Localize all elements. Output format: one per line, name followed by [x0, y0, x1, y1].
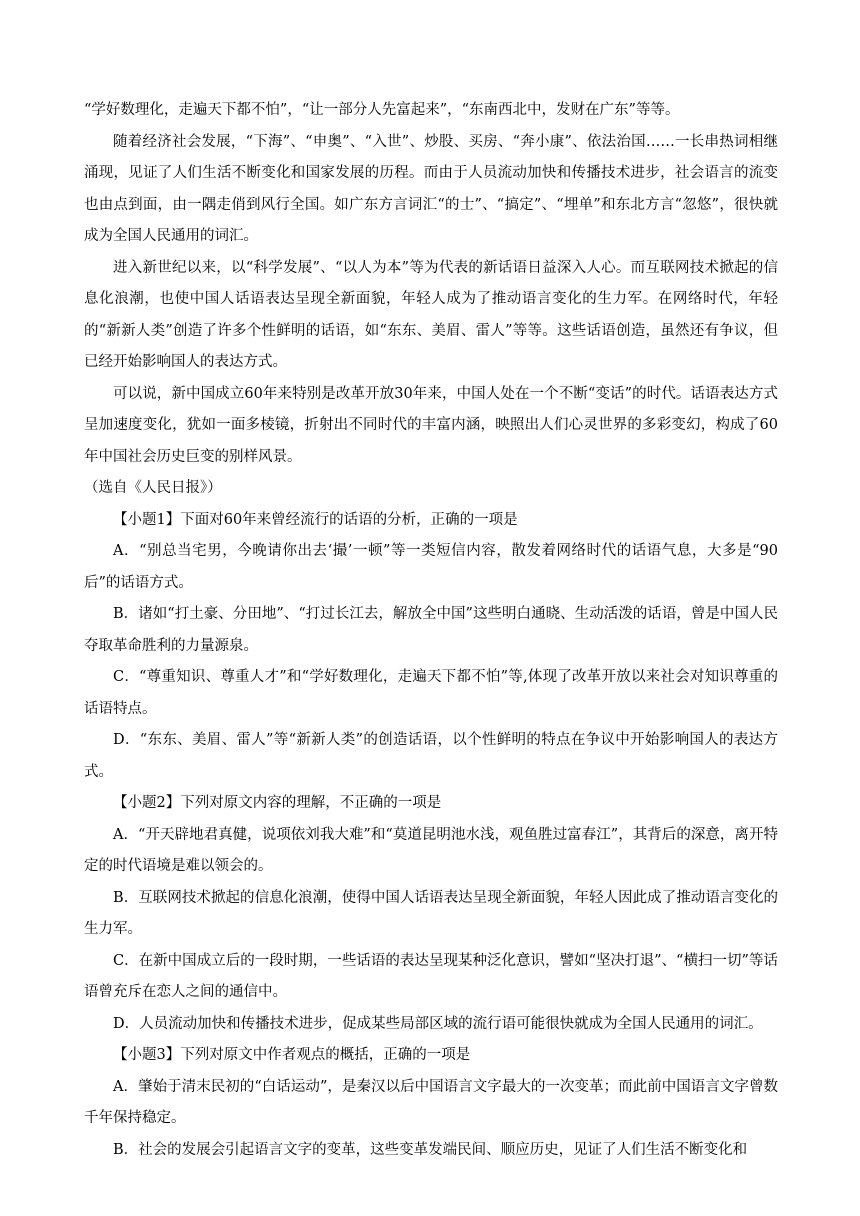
question-1-option-c: C．“尊重知识、尊重人才”和“学好数理化，走遍天下都不怕”等,体现了改革开放以来社会对知识尊重的话语特点。 — [84, 669, 778, 717]
question-2-option-c: C．在新中国成立后的一段时期，一些话语的表达呈现某种泛化意识，譬如“坚决打退”、“横扫一切”等话语曾充斥在恋人之间的通信中。 — [84, 952, 778, 1000]
article-paragraph: 随着经济社会发展，“下海”、“申奥”、“入世”、炒股、买房、“奔小康”、依法治国……一长串热词相继涌现，见证了人们生活不断变化和国家发展的历程。而由于人员流动加快和传播技术进步，社会语言的流变也由点到面，由一隅走俏到风行全国。如广东方言词汇“的士”、“搞定”、“埋单”和东北方言“忽悠”，很快就成为全国人民通用的词汇。 — [84, 133, 778, 244]
question-2-stem: 【小题2】下列对原文内容的理解，不正确的一项是 — [113, 795, 442, 811]
article-paragraph: 进入新世纪以来，以“科学发展”、“以人为本”等为代表的新话语日益深入人心。而互联网技术掀起的信息化浪潮，也使中国人话语表达呈现全新面貌，年轻人成为了推动语言变化的生力军。在网络时代，年轻的“新新人类”创造了许多个性鲜明的话语，如“东东、美眉、雷人”等等。这些话语创造，虽然还有争议，但已经开始影响国人的表达方式。 — [84, 259, 778, 370]
question-3-stem: 【小题3】下列对原文中作者观点的概括，正确的一项是 — [113, 1047, 471, 1063]
question-1-stem: 【小题1】下面对60年来曾经流行的话语的分析，正确的一项是 — [113, 511, 518, 528]
question-1-option-a: A．“别总当宅男，今晚请你出去‘撮’一顿”等一类短信内容，散发着网络时代的话语气息，大多是“90后”的话语方式。 — [84, 543, 778, 591]
question-1-option-d: D．“东东、美眉、雷人”等“新新人类”的创造话语，以个性鲜明的特点在争议中开始影响国人的表达方式。 — [84, 732, 778, 780]
question-3-option-a: A．肇始于清末民初的“白话运动”，是秦汉以后中国语言文字最大的一次变革；而此前中国语言文字曾数千年保持稳定。 — [84, 1078, 778, 1126]
document-page — [84, 95, 778, 1166]
question-2-option-b: B．互联网技术掀起的信息化浪潮，使得中国人话语表达呈现全新面貌，年轻人因此成了推动语言变化的生力军。 — [84, 889, 778, 937]
article-paragraph-continued: “学好数理化，走遍天下都不怕”，“让一部分人先富起来”，“东南西北中，发财在广东”等等。 — [84, 102, 680, 118]
question-2-option-d: D．人员流动加快和传播技术进步，促成某些局部区域的流行语可能很快就成为全国人民通用的词汇。 — [113, 1015, 763, 1032]
question-1-option-b: B．诸如“打土豪、分田地”、“打过长江去，解放全中国”这些明白通晓、生动活泼的话语，曾是中国人民夺取革命胜利的力量源泉。 — [84, 606, 778, 654]
question-3-option-b: B．社会的发展会引起语言文字的变革，这些变革发端民间、顺应历史，见证了人们生活不断变化和 — [113, 1141, 748, 1158]
question-2-option-a: A．“开天辟地君真健，说项依刘我大难”和“莫道昆明池水浅，观鱼胜过富春江”，其背后的深意，离开特定的时代语境是难以领会的。 — [84, 826, 778, 874]
article-paragraph: 可以说，新中国成立60年来特别是改革开放30年来，中国人处在一个不断“变话”的时代。话语表达方式呈加速度变化，犹如一面多棱镜，折射出不同时代的丰富内涵，映照出人们心灵世界的多彩变幻，构成了60年中国社会历史巨变的别样风景。 — [84, 385, 778, 465]
article-source: （选自《人民日报》） — [84, 480, 222, 496]
